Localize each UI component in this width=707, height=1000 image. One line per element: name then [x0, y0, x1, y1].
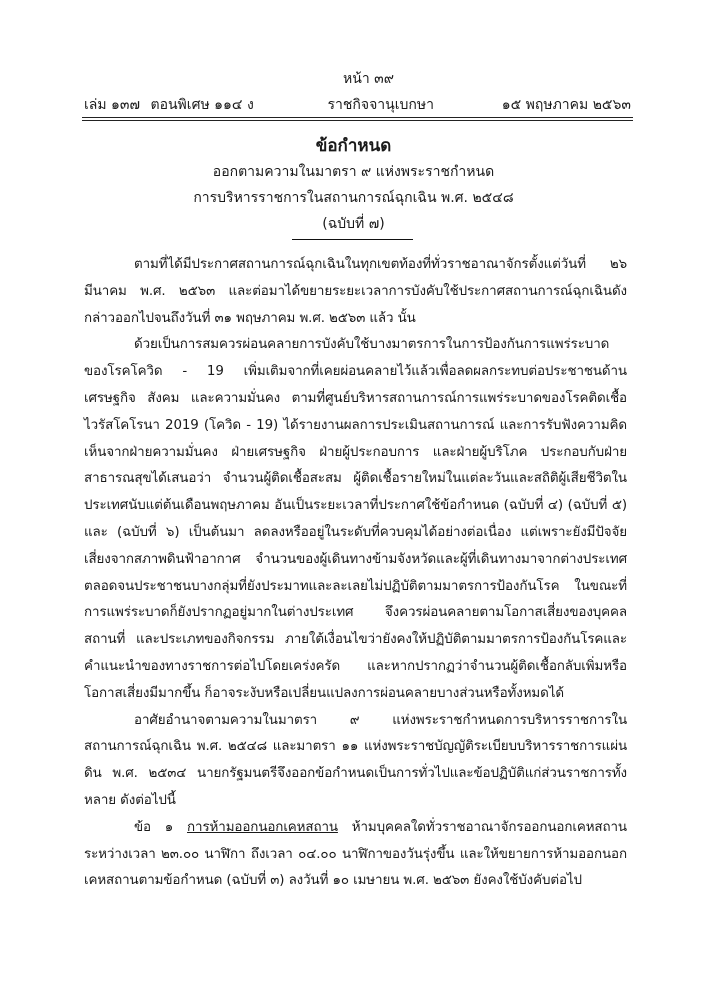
clause-1 — [84, 815, 627, 895]
paragraph-authority: อาศัยอำนาจตามความในมาตรา ๙ แห่งพระราชกำหนดการบริหารราชการในสถานการณ์ฉุกเฉิน พ.ศ. ๒๕๔๘ และมาตรา ๑๑ แห่งพระราชบัญญัติระเบียบบริหารราชการแผ่นดิน พ.ศ. ๒๕๓๔ นายกรัฐมนตรีจึงออกข้อกำหนดเป็นการทั่วไปและข้อปฏิบัติแก่ส่วนราชการทั้งหลาย ดังต่อไปนี้ — [84, 712, 627, 808]
clause-1-text: ห้ามบุคคลใดทั่วราชอาณาจักรออกนอกเคหสถานระหว่างเวลา ๒๓.๐๐ นาฬิกา ถึงเวลา ๐๔.๐๐ นาฬิกาของวันรุ่งขึ้น และให้ขยายการห้ามออกนอกเคหสถานตามข้อกำหนด (ฉบับที่ ๓) ลงวันที่ ๑๐ เมษายน พ.ศ. ๒๕๖๓ ยังคงใช้บังคับต่อไป — [84, 819, 627, 889]
document-title: ข้อกำหนด — [315, 136, 392, 156]
clause-1-number: ข้อ ๑ — [134, 819, 174, 835]
document-subtitle-2: การบริหารราชการในสถานการณ์ฉุกเฉิน พ.ศ. ๒๕๔๘ — [193, 190, 514, 206]
header-rule-top — [82, 117, 633, 118]
document-body — [84, 252, 627, 895]
volume-label: เล่ม ๑๓๗ — [84, 97, 141, 113]
issue-label: ตอนพิเศษ ๑๑๔ ง — [150, 97, 254, 113]
running-header — [84, 94, 631, 116]
document-subtitle-1: ออกตามความในมาตรา ๙ แห่งพระราชกำหนด — [212, 164, 495, 180]
page-number: หน้า ๓๙ — [343, 71, 394, 87]
clause-1-heading: การห้ามออกนอกเคหสถาน — [187, 819, 338, 835]
publication-date: ๑๕ พฤษภาคม ๒๕๖๓ — [501, 97, 631, 113]
title-divider — [292, 239, 413, 240]
paragraph-reasons: ด้วยเป็นการสมควรผ่อนคลายการบังคับใช้บางมาตรการในการป้องกันการแพร่ระบาดของโรคโควิด - 19 เพิ่มเติมจากที่เคยผ่อนคลายไว้แล้วเพื่อลดผลกระทบต่อประชาชนด้านเศรษฐกิจ สังคม และความมั่นคง ตามที่ศูนย์บริหารสถานการณ์การแพร่ระบาดของโรคติดเชื้อไวรัสโคโรนา 2019 (โควิด - 19) ได้รายงานผลการประเมินสถานการณ์ และการรับฟังความคิดเห็นจากฝ่ายความมั่นคง ฝ่ายเศรษฐกิจ ฝ่ายผู้ประกอบการ และฝ่ายผู้บริโภค ประกอบกับฝ่ายสาธารณสุขได้เสนอว่า จำนวนผู้ติดเชื้อสะสม ผู้ติดเชื้อรายใหม่ในแต่ละวันและสถิติผู้เสียชีวิตในประเทศนับแต่ต้นเดือนพฤษภาคม อันเป็นระยะเวลาที่ประกาศใช้ข้อกำหนด (ฉบับที่ ๔) (ฉบับที่ ๕) และ (ฉบับที่ ๖) เป็นต้นมา ลดลงหรืออยู่ในระดับที่ควบคุมได้อย่างต่อเนื่อง แต่เพราะยังมีปัจจัยเสี่ยงจากสภาพดินฟ้าอากาศ จำนวนของผู้เดินทางข้ามจังหวัดและผู้ที่เดินทางมาจากต่างประเทศ ตลอดจนประชาชนบางกลุ่มที่ยังประมาทและละเลยไม่ปฏิบัติตามมาตรการป้องกันโรค ในขณะที่การแพร่ระบาดก็ยังปรากฏอยู่มากในต่างประเทศ จึงควรผ่อนคลายตามโอกาสเสี่ยงของบุคคล สถานที่ และประเภทของกิจกรรม ภายใต้เงื่อนไขว่ายังคงให้ปฏิบัติตามมาตรการป้องกันโรคและคำแนะนำของทางราชการต่อไปโดยเคร่งครัด และหากปรากฏว่าจำนวนผู้ติดเชื้อกลับเพิ่มหรือโอกาสเสี่ยงมีมากขึ้น ก็อาจระงับหรือเปลี่ยนแปลงการผ่อนคลายบางส่วนหรือทั้งหมดได้ — [84, 337, 627, 701]
paragraph-preamble: ตามที่ได้มีประกาศสถานการณ์ฉุกเฉินในทุกเขตท้องที่ทั่วราชอาณาจักรตั้งแต่วันที่ ๒๖ มีนาคม พ.ศ. ๒๕๖๓ และต่อมาได้ขยายระยะเวลาการบังคับใช้ประกาศสถานการณ์ฉุกเฉินดังกล่าวออกไปจนถึงวันที่ ๓๑ พฤษภาคม พ.ศ. ๒๕๖๓ แล้ว นั้น — [84, 257, 627, 326]
gazette-name: ราชกิจจานุเบกษา — [327, 97, 434, 113]
header-left — [84, 94, 260, 116]
header-rule-bottom — [82, 120, 633, 121]
document-subtitle-3: (ฉบับที่ ๗) — [322, 216, 385, 232]
